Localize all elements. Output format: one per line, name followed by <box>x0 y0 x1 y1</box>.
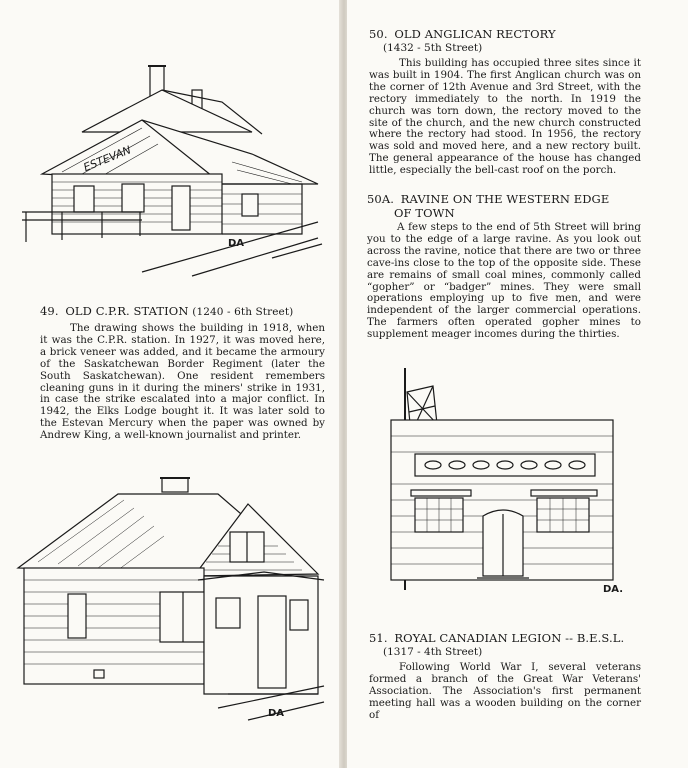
entry-49-number: 49. <box>40 304 59 318</box>
station-sign-text: ESTEVAN <box>81 143 133 175</box>
house-sketch <box>18 476 324 726</box>
entry-50a-body: A few steps to the end of 5th Street will bring you to the edge of a large ravine. As you look out across the ravine, notice that there are two or three cave-ins close to the top of the opposite side. These are remains of small coal mines, commonly called “gopher” or “badger” mines. They were small operations employing up to five men, and were independent of the larger commercial operations. The farmers often operated gopher mines to supplement meager incomes during the thirties. <box>367 221 641 341</box>
entry-49-heading <box>40 304 325 318</box>
entry-49-title: OLD C.P.R. STATION <box>65 304 189 318</box>
entry-50-heading <box>369 27 641 41</box>
left-page <box>0 0 341 768</box>
cpr-station-sketch <box>22 62 322 282</box>
entry-50-number: 50. <box>369 27 388 41</box>
entry-51-number: 51. <box>369 631 388 645</box>
sketch1-signature: DA <box>228 238 245 249</box>
entry-50a <box>367 192 641 341</box>
entry-50a-title-line1: RAVINE ON THE WESTERN EDGE <box>400 192 610 206</box>
entry-50a-title-line2: OF TOWN <box>394 206 455 220</box>
entry-50a-number: 50A. <box>367 192 394 206</box>
entry-50-address: (1432 - 5th Street) <box>383 42 483 54</box>
entry-50-title: OLD ANGLICAN RECTORY <box>394 27 556 41</box>
sketch3-signature: DA. <box>603 584 624 595</box>
entry-50 <box>369 27 641 177</box>
entry-51-title: ROYAL CANADIAN LEGION -- B.E.S.L. <box>394 631 625 645</box>
entry-51-address: (1317 - 4th Street) <box>383 646 483 658</box>
entry-50a-heading <box>367 192 641 206</box>
entry-49 <box>40 304 325 442</box>
sketch2-signature: DA <box>268 708 285 719</box>
legion-building-sketch <box>381 364 643 598</box>
entry-50-body: This building has occupied three sites since it was built in 1904. The first Anglican church was on the corner of 12th Avenue and 3rd Street, with the rectory immediately to the north. In 1919 the church was torn down, the rectory moved to the site of the church, and the new church constructed where the rectory had stood. In 1956, the rectory was sold and moved here, and a new rectory built. The general appearance of the house has changed little, especially the bell-cast roof on the porch. <box>369 57 641 177</box>
entry-51-heading <box>369 631 641 645</box>
entry-49-body: The drawing shows the building in 1918, when it was the C.P.R. station. In 1927, it was moved here, a brick veneer was added, and it became the armoury of the Saskatchewan Border Regiment (later the South Saskatchewan). One resident remembers cleaning guns in it during the miners' strike in 1931, in case the strike escalated into a major conflict. In 1942, the Elks Lodge bought it. It was later sold to the Estevan Mercury when the paper was owned by Andrew King, a well-known journalist and printer. <box>40 322 325 442</box>
entry-51-body: Following World War I, several veterans formed a branch of the Great War Veterans' Association. The Association's first permanent meeting hall was a wooden building on the corner of <box>369 661 641 721</box>
entry-51 <box>369 631 641 722</box>
entry-49-address: (1240 - 6th Street) <box>192 306 294 318</box>
right-page <box>347 0 688 768</box>
